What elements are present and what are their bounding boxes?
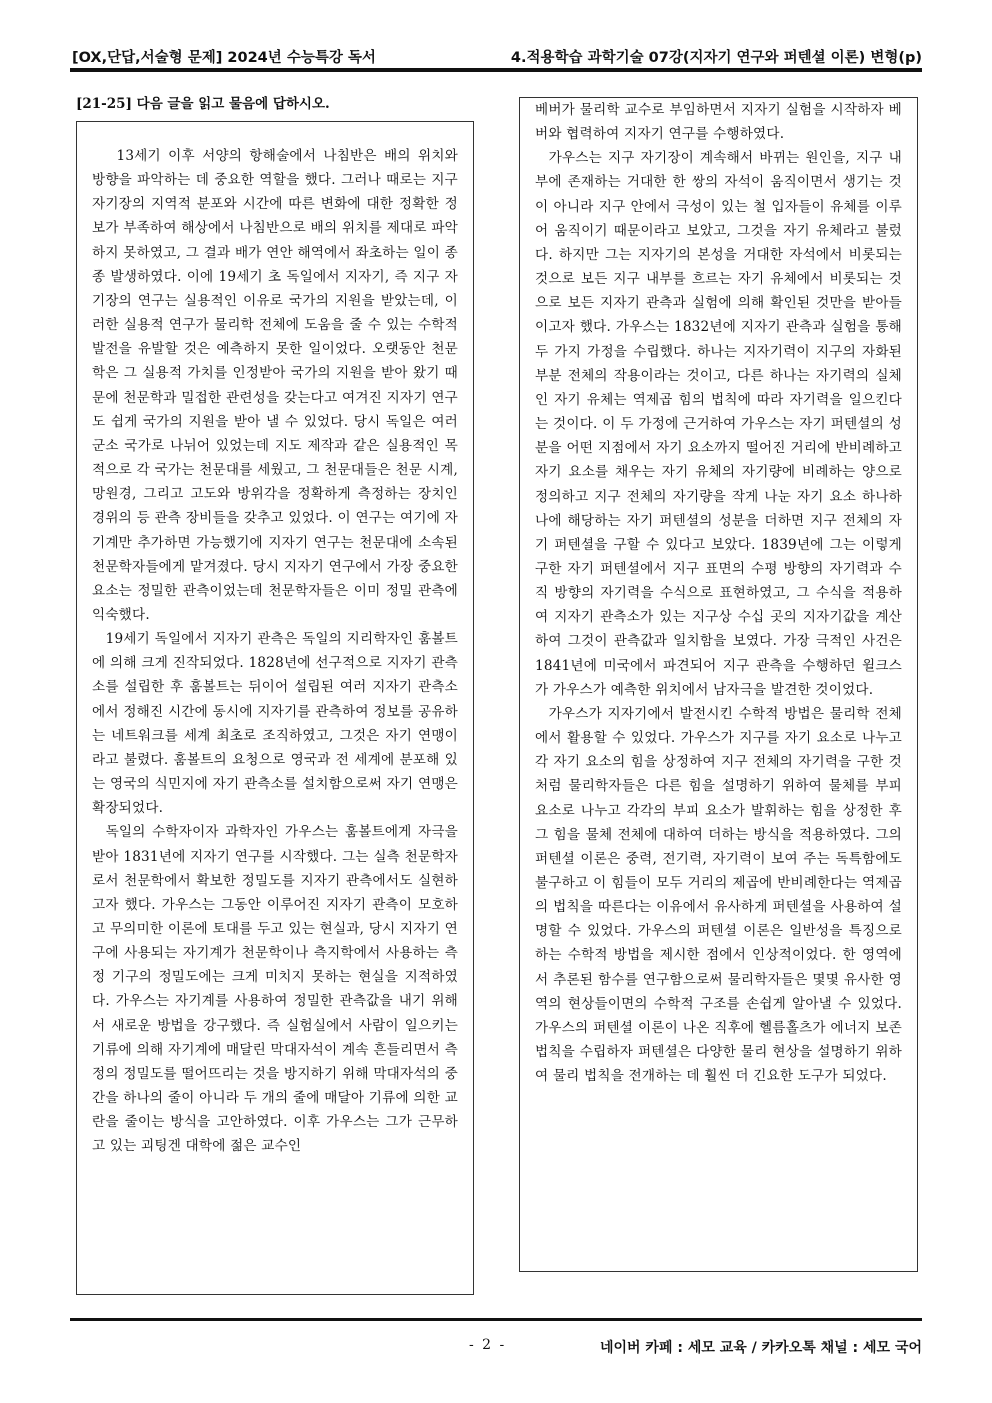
passage-box-left [76, 121, 474, 1295]
passage-paragraph: 독일의 수학자이자 과학자인 가우스는 훔볼트에게 자극을 받아 1831년에 지자기 연구를 시작했다. 그는 실측 천문학자로서 천문학에서 확보한 정밀도를 지자기 관측에서도 실현하고자 했다. 가우스는 그동안 이루어진 지자기 관측이 모호하고 무의미한 이론에 토대를 두고 있는 현실과, 당시 지자기 연구에 사용되는 자기계가 천문학이나 측지학에서 사용하는 측정 기구의 정밀도에는 크게 미치지 못하는 현실을 지적하였다. 가우스는 자기계를 사용하여 정밀한 관측값을 내기 위해서 새로운 방법을 강구했다. 즉 실험실에서 사람이 일으키는 기류에 의해 자기계에 매달린 막대자석이 계속 흔들리면서 측정의 정밀도를 떨어뜨리는 것을 방지하기 위해 막대자석의 중간을 하나의 줄이 아니라 두 개의 줄에 매달아 기류에 의한 교란을 줄이는 방식을 고안하였다. 이후 가우스는 그가 근무하고 있는 괴팅겐 대학에 젊은 교수인 [92, 824, 458, 1155]
passage-box-right [519, 97, 918, 1272]
header-rule [70, 68, 922, 72]
footer-contact: 네이버 카페 : 세모 교육 / 카카오톡 채널 : 세모 국어 [599, 1340, 922, 1356]
header-left-title: [OX,단답,서술형 문제] 2024년 수능특강 독서 [72, 50, 376, 66]
passage-paragraph: 13세기 이후 서양의 항해술에서 나침반은 배의 위치와 방향을 파악하는 데 중요한 역할을 했다. 그러나 때로는 지구 자기장의 지역적 분포와 시간에 따른 변화에 대한 정확한 정보가 부족하여 해상에서 나침반으로 배의 위치를 제대로 파악하지 못하였고, 그 결과 배가 연안 해역에서 좌초하는 일이 종종 발생하였다. 이에 19세기 초 독일에서 지자기, 즉 지구 자기장의 연구는 실용적인 이유로 국가의 지원을 받았는데, 이러한 실용적 연구가 물리학 전체에 도움을 줄 수 있는 수학적 발전을 유발할 것은 예측하지 못한 일이었다. 오랫동안 천문학은 그 실용적 가치를 인정받아 국가의 지원을 받아 왔기 때문에 천문학과 밀접한 관련성을 갖는다고 여겨진 지자기 연구도 쉽게 국가의 지원을 받아 낼 수 있었다. 당시 독일은 여러 군소 국가로 나뉘어 있었는데 지도 제작과 같은 실용적인 목적으로 각 국가는 천문대를 세웠고, 그 천문대들은 천문 시계, 망원경, 그리고 고도와 방위각을 정확하게 측정하는 장치인 경위의 등 관측 장비들을 갖추고 있었다. 이 연구는 여기에 자기계만 추가하면 가능했기에 지자기 연구는 천문대에 소속된 천문학자들에게 맡겨졌다. 당시 지자기 연구에서 가장 중요한 요소는 정밀한 관측이었는데 천문학자들은 이미 정밀 관측에 익숙했다. [92, 148, 458, 623]
passage-paragraph: 19세기 독일에서 지자기 관측은 독일의 지리학자인 훔볼트에 의해 크게 진작되었다. 1828년에 선구적으로 지자기 관측소를 설립한 후 훔볼트는 뒤이어 설립된 여러 지자기 관측소에서 정해진 시간에 동시에 지자기를 관측하여 정보를 공유하는 네트워크를 세계 최초로 조직하였고, 그것은 자기 연맹이라고 불렸다. 훔볼트의 요청으로 영국과 전 세계에 분포해 있는 영국의 식민지에 자기 관측소를 설치함으로써 자기 연맹은 확장되었다. [92, 631, 458, 817]
header-right-title: 4.적용학습 과학기술 07강(지자기 연구와 퍼텐셜 이론) 변형(p) [510, 50, 922, 66]
page-number: - 2 - [469, 1337, 507, 1353]
passage-paragraph: 가우스는 지구 자기장이 계속해서 바뀌는 원인을, 지구 내부에 존재하는 거대한 한 쌍의 자석이 움직이면서 생기는 것이 아니라 지구 안에서 극성이 있는 철 입자들이 유체를 이루어 움직이기 때문이라고 보았고, 그것을 자기 유체라고 불렀다. 하지만 그는 지자기의 본성을 거대한 자석에서 비롯되는 것으로 보든 지구 내부를 흐르는 자기 유체에서 비롯되는 것으로 보든 지자기 관측과 실험에 의해 확인된 것만을 받아들이고자 했다. 가우스는 1832년에 지자기 관측과 실험을 통해 두 가지 가정을 수립했다. 하나는 지자기력이 지구의 자화된 부분 전체의 작용이라는 것이고, 다른 하나는 자기력의 실체인 자기 유체는 역제곱 힘의 법칙에 따라 자기력을 일으킨다는 것이다. 이 두 가정에 근거하여 가우스는 자기 퍼텐셜의 성분을 어떤 지점에서 자기 요소까지 떨어진 거리에 반비례하고 자기 요소를 채우는 자기 유체의 자기량에 비례하는 양으로 정의하고 지구 전체의 자기량을 작게 나눈 자기 요소 하나하나에 해당하는 자기 퍼텐셜의 성분을 더하면 지구 전체의 자기 퍼텐셜을 구할 수 있다고 보았다. 1839년에 그는 이렇게 구한 자기 퍼텐셜에서 지구 표면의 수평 방향의 자기력과 수직 방향의 자기력을 수식으로 표현하였고, 그 수식을 적용하여 지자기 관측소가 있는 지구상 수십 곳의 지자기값을 계산하여 그것이 관측값과 일치함을 보였다. 가장 극적인 사건은 1841년에 미국에서 파견되어 지구 관측을 수행하던 윌크스가 가우스가 예측한 위치에서 남자극을 발견한 것이었다. [535, 150, 902, 698]
question-instruction: [21-25] 다음 글을 읽고 물음에 답하시오. [76, 96, 330, 112]
passage-paragraph: 베버가 물리학 교수로 부임하면서 지자기 실험을 시작하자 베버와 협력하여 지자기 연구를 수행하였다. [535, 102, 902, 143]
passage-paragraph: 가우스가 지자기에서 발전시킨 수학적 방법은 물리학 전체에서 활용할 수 있었다. 가우스가 지구를 자기 요소로 나누고 각 자기 요소의 힘을 상정하여 지구 전체의 자기력을 구한 것처럼 물리학자들은 다른 힘을 설명하기 위하여 물체를 부피 요소로 나누고 각각의 부피 요소가 발휘하는 힘을 상정한 후 그 힘을 물체 전체에 대하여 더하는 방식을 적용하였다. 그의 퍼텐셜 이론은 중력, 전기력, 자기력이 보여 주는 독특함에도 불구하고 이 힘들이 모두 거리의 제곱에 반비례한다는 역제곱의 법칙을 따른다는 이유에서 유사하게 퍼텐셜을 사용하여 설명할 수 있었다. 가우스의 퍼텐셜 이론은 일반성을 특징으로 하는 수학적 방법을 제시한 점에서 인상적이었다. 한 영역에서 추론된 함수를 연구함으로써 물리학자들은 몇몇 유사한 영역의 현상들이면의 수학적 구조를 손쉽게 알아낼 수 있었다. 가우스의 퍼텐셜 이론이 나온 직후에 헬름홀츠가 에너지 보존 법칙을 수립하자 퍼텐셜은 다양한 물리 현상을 설명하기 위하여 물리 법칙을 전개하는 데 훨씬 더 긴요한 도구가 되었다. [535, 705, 902, 1085]
footer-rule [70, 1318, 922, 1321]
